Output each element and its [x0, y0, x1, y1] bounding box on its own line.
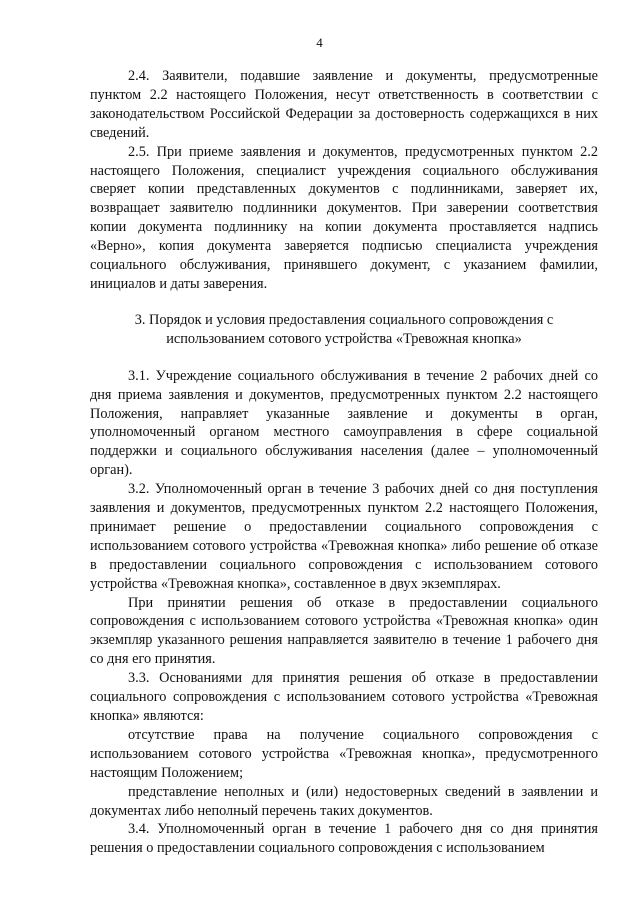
paragraph-2-5: 2.5. При приеме заявления и документов, предусмотренных пунктом 2.2 настоящего Положения, специалист учреждения социального обслуживания сверяет копии представленных документов с подлинниками, заверяет их, возвращает заявителю подлинники документов. При заверении соответствия копии документа подлиннику на копии документа проставляется надпись «Верно», копия документа заверяется подписью специалиста учреждения социального обслуживания, принявшего документ, с указанием фамилии, инициалов и даты заверения.	[90, 143, 598, 292]
paragraph-3-3: 3.3. Основаниями для принятия решения об отказе в предоставлении социального сопровождения с использованием сотового устройства «Тревожная кнопка» являются:	[90, 670, 598, 724]
paragraph-refusal-notice: При принятии решения об отказе в предоставлении социального сопровождения с использованием сотового устройства «Тревожная кнопка» один экземпляр указанного решения направляется заявителю в течение 1 рабочего дня со дня его принятия.	[90, 594, 598, 668]
section-heading-line-1: 3. Порядок и условия предоставления социального сопровождения с	[134, 311, 554, 328]
paragraph-3-4: 3.4. Уполномоченный орган в течение 1 рабочего дня со дня принятия решения о предоставлении социального сопровождения с использованием	[90, 821, 598, 857]
section-heading-line-2: использованием сотового устройства «Тревожная кнопка»	[166, 330, 522, 347]
paragraph-3-2: 3.2. Уполномоченный орган в течение 3 рабочих дней со дня поступления заявления и документов, предусмотренных пунктом 2.2 настоящего Положения, принимает решение о предоставлении социального сопровождения с использованием сотового устройства «Тревожная кнопка» либо решение об отказе в предоставлении социального сопровождения с использованием сотового устройства «Тревожная кнопка», составленное в двух экземплярах.	[90, 481, 598, 592]
section-heading	[90, 311, 598, 349]
list-item: представление неполных и (или) недостоверных сведений в заявлении и документах либо неполный перечень таких документов.	[90, 783, 598, 819]
paragraph-2-4: 2.4. Заявители, подавшие заявление и документы, предусмотренные пунктом 2.2 настоящего Положения, несут ответственность в соответствии с законодательством Российской Федерации за достоверность содержащихся в них сведений.	[90, 68, 598, 141]
page-number: 4	[316, 35, 323, 50]
list-item: отсутствие права на получение социального сопровождения с использованием сотового устройства «Тревожная кнопка», предусмотренного настоящим Положением;	[90, 726, 598, 781]
document-body	[90, 67, 598, 858]
paragraph-3-1: 3.1. Учреждение социального обслуживания в течение 2 рабочих дней со дня приема заявления и документов, предусмотренных пунктом 2.2 настоящего Положения, направляет указанные заявление и документы в орган, уполномоченный органом местного самоуправления в сфере социальной поддержки и социального обслуживания населения (далее – уполномоченный орган).	[90, 367, 598, 479]
